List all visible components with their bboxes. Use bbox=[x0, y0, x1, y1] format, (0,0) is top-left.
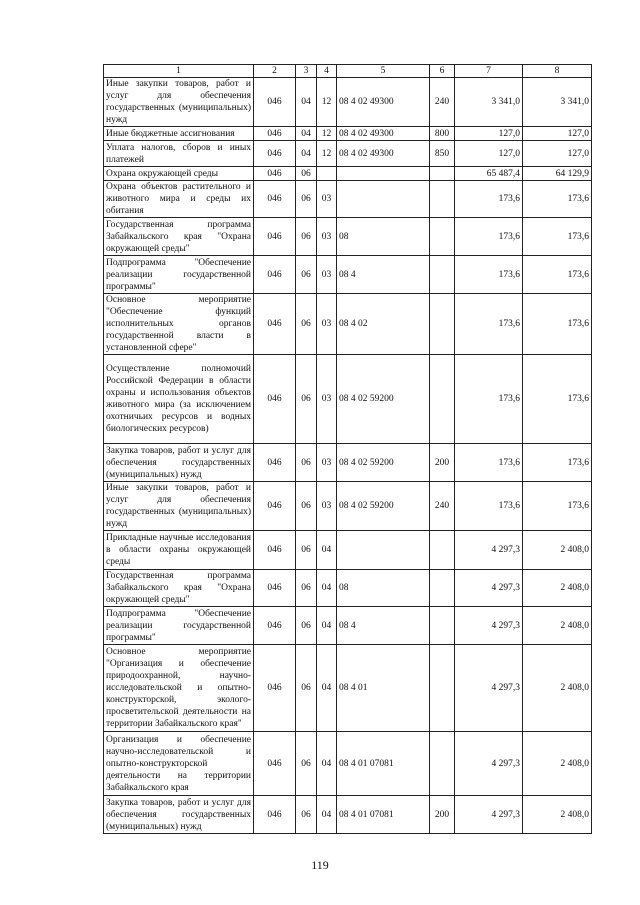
ved-code-cell: 046 bbox=[254, 796, 296, 834]
section-code-cell: 06 bbox=[296, 607, 317, 645]
expense-type-cell bbox=[430, 167, 455, 181]
header-row bbox=[104, 65, 592, 78]
subsection-code-cell: 03 bbox=[317, 181, 337, 218]
target-article-cell: 08 bbox=[337, 570, 430, 607]
ved-code-cell: 046 bbox=[254, 607, 296, 645]
page-number: 119 bbox=[311, 858, 329, 872]
section-code-cell: 06 bbox=[296, 570, 317, 607]
target-article-cell: 08 4 02 49300 bbox=[337, 127, 430, 141]
table-row bbox=[104, 531, 592, 570]
header-cell: 2 bbox=[254, 65, 296, 78]
subsection-code-cell: 04 bbox=[317, 732, 337, 796]
row-name-cell: Уплата налогов, сборов и иных платежей bbox=[104, 141, 254, 167]
expense-type-cell bbox=[430, 355, 455, 444]
budget-table bbox=[103, 64, 592, 834]
expense-type-cell bbox=[430, 294, 455, 355]
expense-type-cell: 200 bbox=[430, 796, 455, 834]
target-article-cell: 08 4 01 07081 bbox=[337, 796, 430, 834]
header-cell: 7 bbox=[455, 65, 523, 78]
expense-type-cell bbox=[430, 645, 455, 732]
section-code-cell: 06 bbox=[296, 256, 317, 294]
amount-year2-cell: 173,6 bbox=[523, 181, 592, 218]
table-row bbox=[104, 256, 592, 294]
expense-type-cell bbox=[430, 181, 455, 218]
amount-year1-cell: 65 487,4 bbox=[455, 167, 523, 181]
expense-type-cell: 800 bbox=[430, 127, 455, 141]
header-cell: 8 bbox=[523, 65, 592, 78]
amount-year2-cell: 173,6 bbox=[523, 256, 592, 294]
row-name-cell: Прикладные научные исследования в области охраны окружающей среды bbox=[104, 531, 254, 570]
subsection-code-cell: 03 bbox=[317, 294, 337, 355]
table-row bbox=[104, 218, 592, 256]
amount-year1-cell: 173,6 bbox=[455, 444, 523, 482]
table-row bbox=[104, 167, 592, 181]
target-article-cell: 08 4 02 59200 bbox=[337, 355, 430, 444]
target-article-cell bbox=[337, 181, 430, 218]
row-name-cell: Закупка товаров, работ и услуг для обеспечения государственных (муниципальных) нужд bbox=[104, 796, 254, 834]
ved-code-cell: 046 bbox=[254, 732, 296, 796]
expense-type-cell: 240 bbox=[430, 482, 455, 531]
amount-year2-cell: 2 408,0 bbox=[523, 570, 592, 607]
ved-code-cell: 046 bbox=[254, 355, 296, 444]
header-cell: 5 bbox=[337, 65, 430, 78]
subsection-code-cell: 03 bbox=[317, 355, 337, 444]
table-row bbox=[104, 78, 592, 127]
subsection-code-cell: 12 bbox=[317, 127, 337, 141]
expense-type-cell bbox=[430, 531, 455, 570]
ved-code-cell: 046 bbox=[254, 167, 296, 181]
subsection-code-cell: 04 bbox=[317, 645, 337, 732]
section-code-cell: 06 bbox=[296, 294, 317, 355]
subsection-code-cell: 03 bbox=[317, 444, 337, 482]
row-name-cell: Государственная программа Забайкальского края "Охрана окружающей среды" bbox=[104, 218, 254, 256]
amount-year2-cell: 2 408,0 bbox=[523, 645, 592, 732]
amount-year1-cell: 173,6 bbox=[455, 355, 523, 444]
amount-year1-cell: 4 297,3 bbox=[455, 531, 523, 570]
row-name-cell: Закупка товаров, работ и услуг для обеспечения государственных (муниципальных) нужд bbox=[104, 444, 254, 482]
section-code-cell: 06 bbox=[296, 645, 317, 732]
amount-year1-cell: 4 297,3 bbox=[455, 570, 523, 607]
target-article-cell bbox=[337, 167, 430, 181]
row-name-cell: Осуществление полномочий Российской Федерации в области охраны и использования объектов животного мира (за исключением охотничьих ресурсов и водных биологических ресурсов) bbox=[104, 355, 254, 444]
amount-year2-cell: 173,6 bbox=[523, 218, 592, 256]
table-row bbox=[104, 607, 592, 645]
target-article-cell: 08 4 bbox=[337, 607, 430, 645]
amount-year1-cell: 4 297,3 bbox=[455, 645, 523, 732]
amount-year2-cell: 173,6 bbox=[523, 294, 592, 355]
section-code-cell: 06 bbox=[296, 218, 317, 256]
amount-year2-cell: 2 408,0 bbox=[523, 732, 592, 796]
target-article-cell: 08 bbox=[337, 218, 430, 256]
row-name-cell: Организация и обеспечение научно-исследовательской и опытно-конструкторской деятельности на территории Забайкальского края bbox=[104, 732, 254, 796]
ved-code-cell: 046 bbox=[254, 482, 296, 531]
expense-type-cell bbox=[430, 256, 455, 294]
section-code-cell: 06 bbox=[296, 482, 317, 531]
target-article-cell: 08 4 bbox=[337, 256, 430, 294]
amount-year1-cell: 173,6 bbox=[455, 181, 523, 218]
target-article-cell: 08 4 02 bbox=[337, 294, 430, 355]
ved-code-cell: 046 bbox=[254, 218, 296, 256]
amount-year2-cell: 2 408,0 bbox=[523, 796, 592, 834]
table-row bbox=[104, 732, 592, 796]
ved-code-cell: 046 bbox=[254, 570, 296, 607]
target-article-cell: 08 4 02 59200 bbox=[337, 482, 430, 531]
header-cell: 6 bbox=[430, 65, 455, 78]
ved-code-cell: 046 bbox=[254, 256, 296, 294]
row-name-cell: Основное мероприятие "Организация и обеспечение природоохранной, научно-исследовательской и опытно-конструкторской, эколого-просветительской деятельности на территории Забайкальского края" bbox=[104, 645, 254, 732]
subsection-code-cell: 12 bbox=[317, 78, 337, 127]
ved-code-cell: 046 bbox=[254, 181, 296, 218]
amount-year1-cell: 127,0 bbox=[455, 127, 523, 141]
amount-year2-cell: 173,6 bbox=[523, 355, 592, 444]
section-code-cell: 04 bbox=[296, 141, 317, 167]
expense-type-cell bbox=[430, 607, 455, 645]
expense-type-cell: 850 bbox=[430, 141, 455, 167]
subsection-code-cell: 04 bbox=[317, 607, 337, 645]
amount-year1-cell: 4 297,3 bbox=[455, 732, 523, 796]
expense-type-cell bbox=[430, 732, 455, 796]
table-row bbox=[104, 355, 592, 444]
table-row bbox=[104, 127, 592, 141]
expense-type-cell: 240 bbox=[430, 78, 455, 127]
row-name-cell: Иные закупки товаров, работ и услуг для обеспечения государственных (муниципальных) нужд bbox=[104, 78, 254, 127]
amount-year1-cell: 173,6 bbox=[455, 256, 523, 294]
subsection-code-cell: 04 bbox=[317, 531, 337, 570]
target-article-cell: 08 4 02 49300 bbox=[337, 78, 430, 127]
ved-code-cell: 046 bbox=[254, 645, 296, 732]
ved-code-cell: 046 bbox=[254, 531, 296, 570]
amount-year1-cell: 173,6 bbox=[455, 218, 523, 256]
amount-year2-cell: 2 408,0 bbox=[523, 607, 592, 645]
subsection-code-cell: 03 bbox=[317, 256, 337, 294]
amount-year1-cell: 4 297,3 bbox=[455, 796, 523, 834]
table-row bbox=[104, 181, 592, 218]
section-code-cell: 06 bbox=[296, 531, 317, 570]
expense-type-cell bbox=[430, 570, 455, 607]
section-code-cell: 06 bbox=[296, 167, 317, 181]
amount-year2-cell: 2 408,0 bbox=[523, 531, 592, 570]
target-article-cell: 08 4 02 59200 bbox=[337, 444, 430, 482]
row-name-cell: Охрана окружающей среды bbox=[104, 167, 254, 181]
amount-year1-cell: 4 297,3 bbox=[455, 607, 523, 645]
row-name-cell: Иные закупки товаров, работ и услуг для обеспечения государственных (муниципальных) нужд bbox=[104, 482, 254, 531]
expense-type-cell: 200 bbox=[430, 444, 455, 482]
table-row bbox=[104, 570, 592, 607]
subsection-code-cell: 03 bbox=[317, 482, 337, 531]
table-row bbox=[104, 645, 592, 732]
amount-year1-cell: 127,0 bbox=[455, 141, 523, 167]
subsection-code-cell: 03 bbox=[317, 218, 337, 256]
target-article-cell: 08 4 01 07081 bbox=[337, 732, 430, 796]
target-article-cell: 08 4 02 49300 bbox=[337, 141, 430, 167]
section-code-cell: 06 bbox=[296, 444, 317, 482]
amount-year2-cell: 127,0 bbox=[523, 127, 592, 141]
target-article-cell bbox=[337, 531, 430, 570]
target-article-cell: 08 4 01 bbox=[337, 645, 430, 732]
section-code-cell: 06 bbox=[296, 355, 317, 444]
amount-year2-cell: 173,6 bbox=[523, 482, 592, 531]
header-cell: 1 bbox=[104, 65, 254, 78]
row-name-cell: Подпрограмма "Обеспечение реализации государственной программы" bbox=[104, 607, 254, 645]
table-body bbox=[104, 65, 592, 834]
row-name-cell: Основное мероприятие "Обеспечение функций исполнительных органов государственной власти в установленной сфере" bbox=[104, 294, 254, 355]
header-cell: 4 bbox=[317, 65, 337, 78]
table-row bbox=[104, 294, 592, 355]
amount-year2-cell: 3 341,0 bbox=[523, 78, 592, 127]
section-code-cell: 06 bbox=[296, 796, 317, 834]
expense-type-cell bbox=[430, 218, 455, 256]
table-row bbox=[104, 444, 592, 482]
row-name-cell: Охрана объектов растительного и животного мира и среды их обитания bbox=[104, 181, 254, 218]
ved-code-cell: 046 bbox=[254, 294, 296, 355]
section-code-cell: 06 bbox=[296, 732, 317, 796]
subsection-code-cell: 12 bbox=[317, 141, 337, 167]
row-name-cell: Подпрограмма "Обеспечение реализации государственной программы" bbox=[104, 256, 254, 294]
header-cell: 3 bbox=[296, 65, 317, 78]
row-name-cell: Государственная программа Забайкальского края "Охрана окружающей среды" bbox=[104, 570, 254, 607]
amount-year2-cell: 64 129,9 bbox=[523, 167, 592, 181]
ved-code-cell: 046 bbox=[254, 127, 296, 141]
amount-year1-cell: 3 341,0 bbox=[455, 78, 523, 127]
section-code-cell: 04 bbox=[296, 127, 317, 141]
ved-code-cell: 046 bbox=[254, 141, 296, 167]
amount-year1-cell: 173,6 bbox=[455, 294, 523, 355]
amount-year2-cell: 173,6 bbox=[523, 444, 592, 482]
amount-year2-cell: 127,0 bbox=[523, 141, 592, 167]
amount-year1-cell: 173,6 bbox=[455, 482, 523, 531]
table-row bbox=[104, 141, 592, 167]
subsection-code-cell: 04 bbox=[317, 570, 337, 607]
section-code-cell: 04 bbox=[296, 78, 317, 127]
ved-code-cell: 046 bbox=[254, 78, 296, 127]
ved-code-cell: 046 bbox=[254, 444, 296, 482]
section-code-cell: 06 bbox=[296, 181, 317, 218]
subsection-code-cell: 04 bbox=[317, 796, 337, 834]
table-row bbox=[104, 482, 592, 531]
table-row bbox=[104, 796, 592, 834]
row-name-cell: Иные бюджетные ассигнования bbox=[104, 127, 254, 141]
subsection-code-cell bbox=[317, 167, 337, 181]
